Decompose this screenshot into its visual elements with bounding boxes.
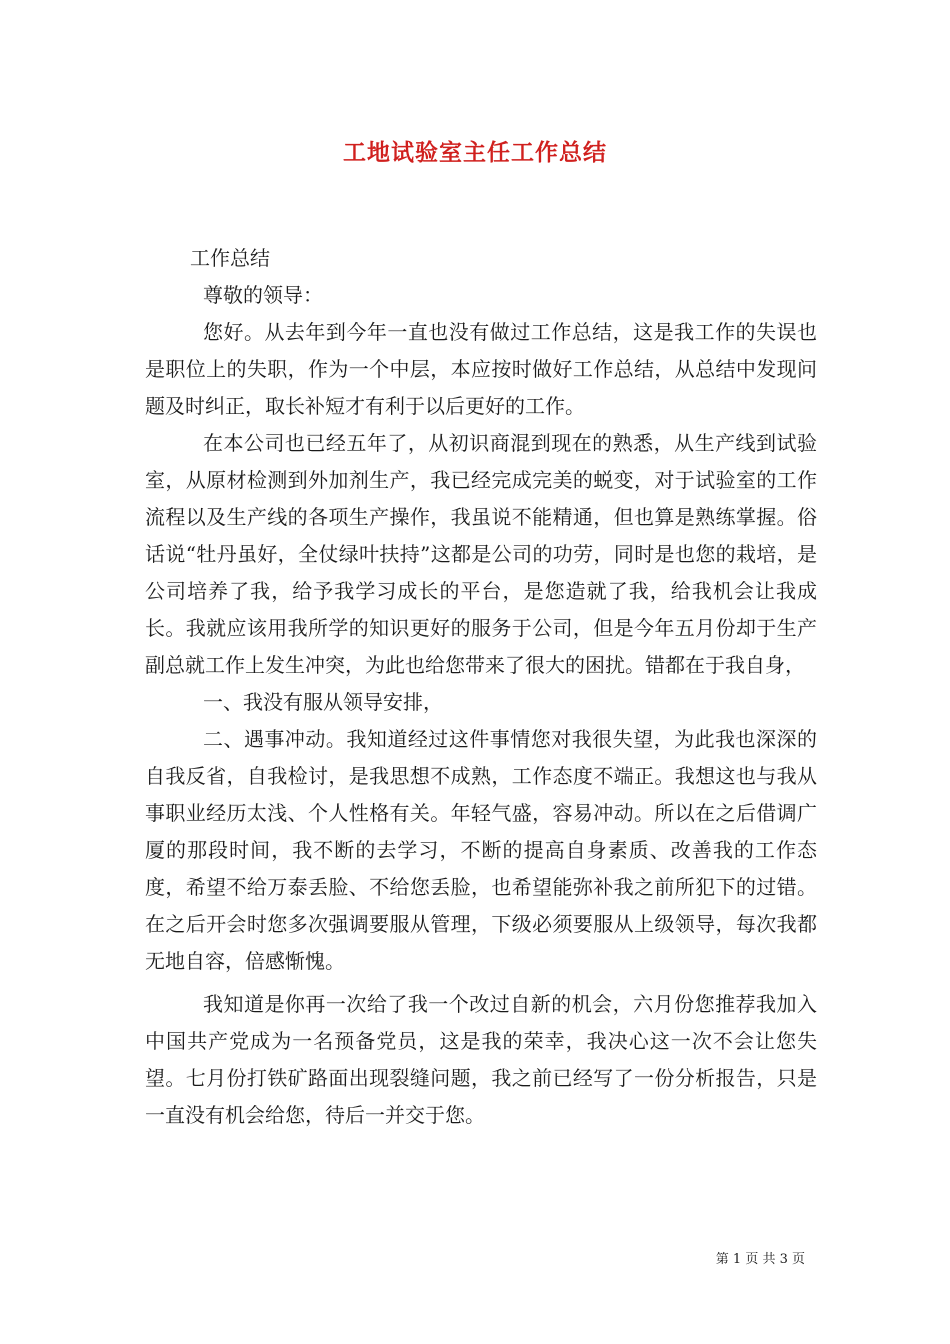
- document-body: [145, 240, 817, 1134]
- paragraph-1: 您好。从去年到今年一直也没有做过工作总结，这是我工作的失误也是职位上的失职，作为一个中层，本应按时做好工作总结，从总结中发现问题及时纠正，取长补短才有利于以后更好的工作。: [145, 320, 817, 418]
- document-title: 工地试验室主任工作总结: [343, 139, 607, 166]
- page-number: 第 1 页 共 3 页: [715, 1252, 805, 1267]
- paragraph-5: 我知道是你再一次给了我一个改过自新的机会，六月份您推荐我加入中国共产党成为一名预备党员，这是我的荣幸，我决心这一次不会让您失望。七月份打铁矿路面出现裂缝问题，我之前已经写了一份分析报告，只是一直没有机会给您，待后一并交于您。: [145, 992, 817, 1127]
- paragraph-4: 二、遇事冲动。我知道经过这件事情您对我很失望，为此我也深深的自我反省，自我检讨，是我思想不成熟，工作态度不端正。我想这也与我从事职业经历太浅、个人性格有关。年轻气盛，容易冲动。所以在之后借调广厦的那段时间，我不断的去学习，不断的提高自身素质、改善我的工作态度，希望不给万泰丢脸、不给您丢脸，也希望能弥补我之前所犯下的过错。在之后开会时您多次强调要服从管理，下级必须要服从上级领导，每次我都无地自容，倍感惭愧。: [145, 727, 817, 973]
- section-heading: 工作总结: [190, 246, 270, 270]
- paragraph-3: 一、我没有服从领导安排，: [203, 690, 443, 714]
- paragraph-2: 在本公司也已经五年了，从初识商混到现在的熟悉，从生产线到试验室，从原材检测到外加剂生产，我已经完成完美的蜕变，对于试验室的工作流程以及生产线的各项生产操作，我虽说不能精通，但也算是熟练掌握。俗话说“牡丹虽好，全仗绿叶扶持”这都是公司的功劳，同时是也您的栽培，是公司培养了我，给予我学习成长的平台，是您造就了我，给我机会让我成长。我就应该用我所学的知识更好的服务于公司，但是今年五月份却于生产副总就工作上发生冲突，为此也给您带来了很大的困扰。错都在于我自身，: [145, 431, 817, 677]
- salutation: 尊敬的领导：: [203, 283, 323, 307]
